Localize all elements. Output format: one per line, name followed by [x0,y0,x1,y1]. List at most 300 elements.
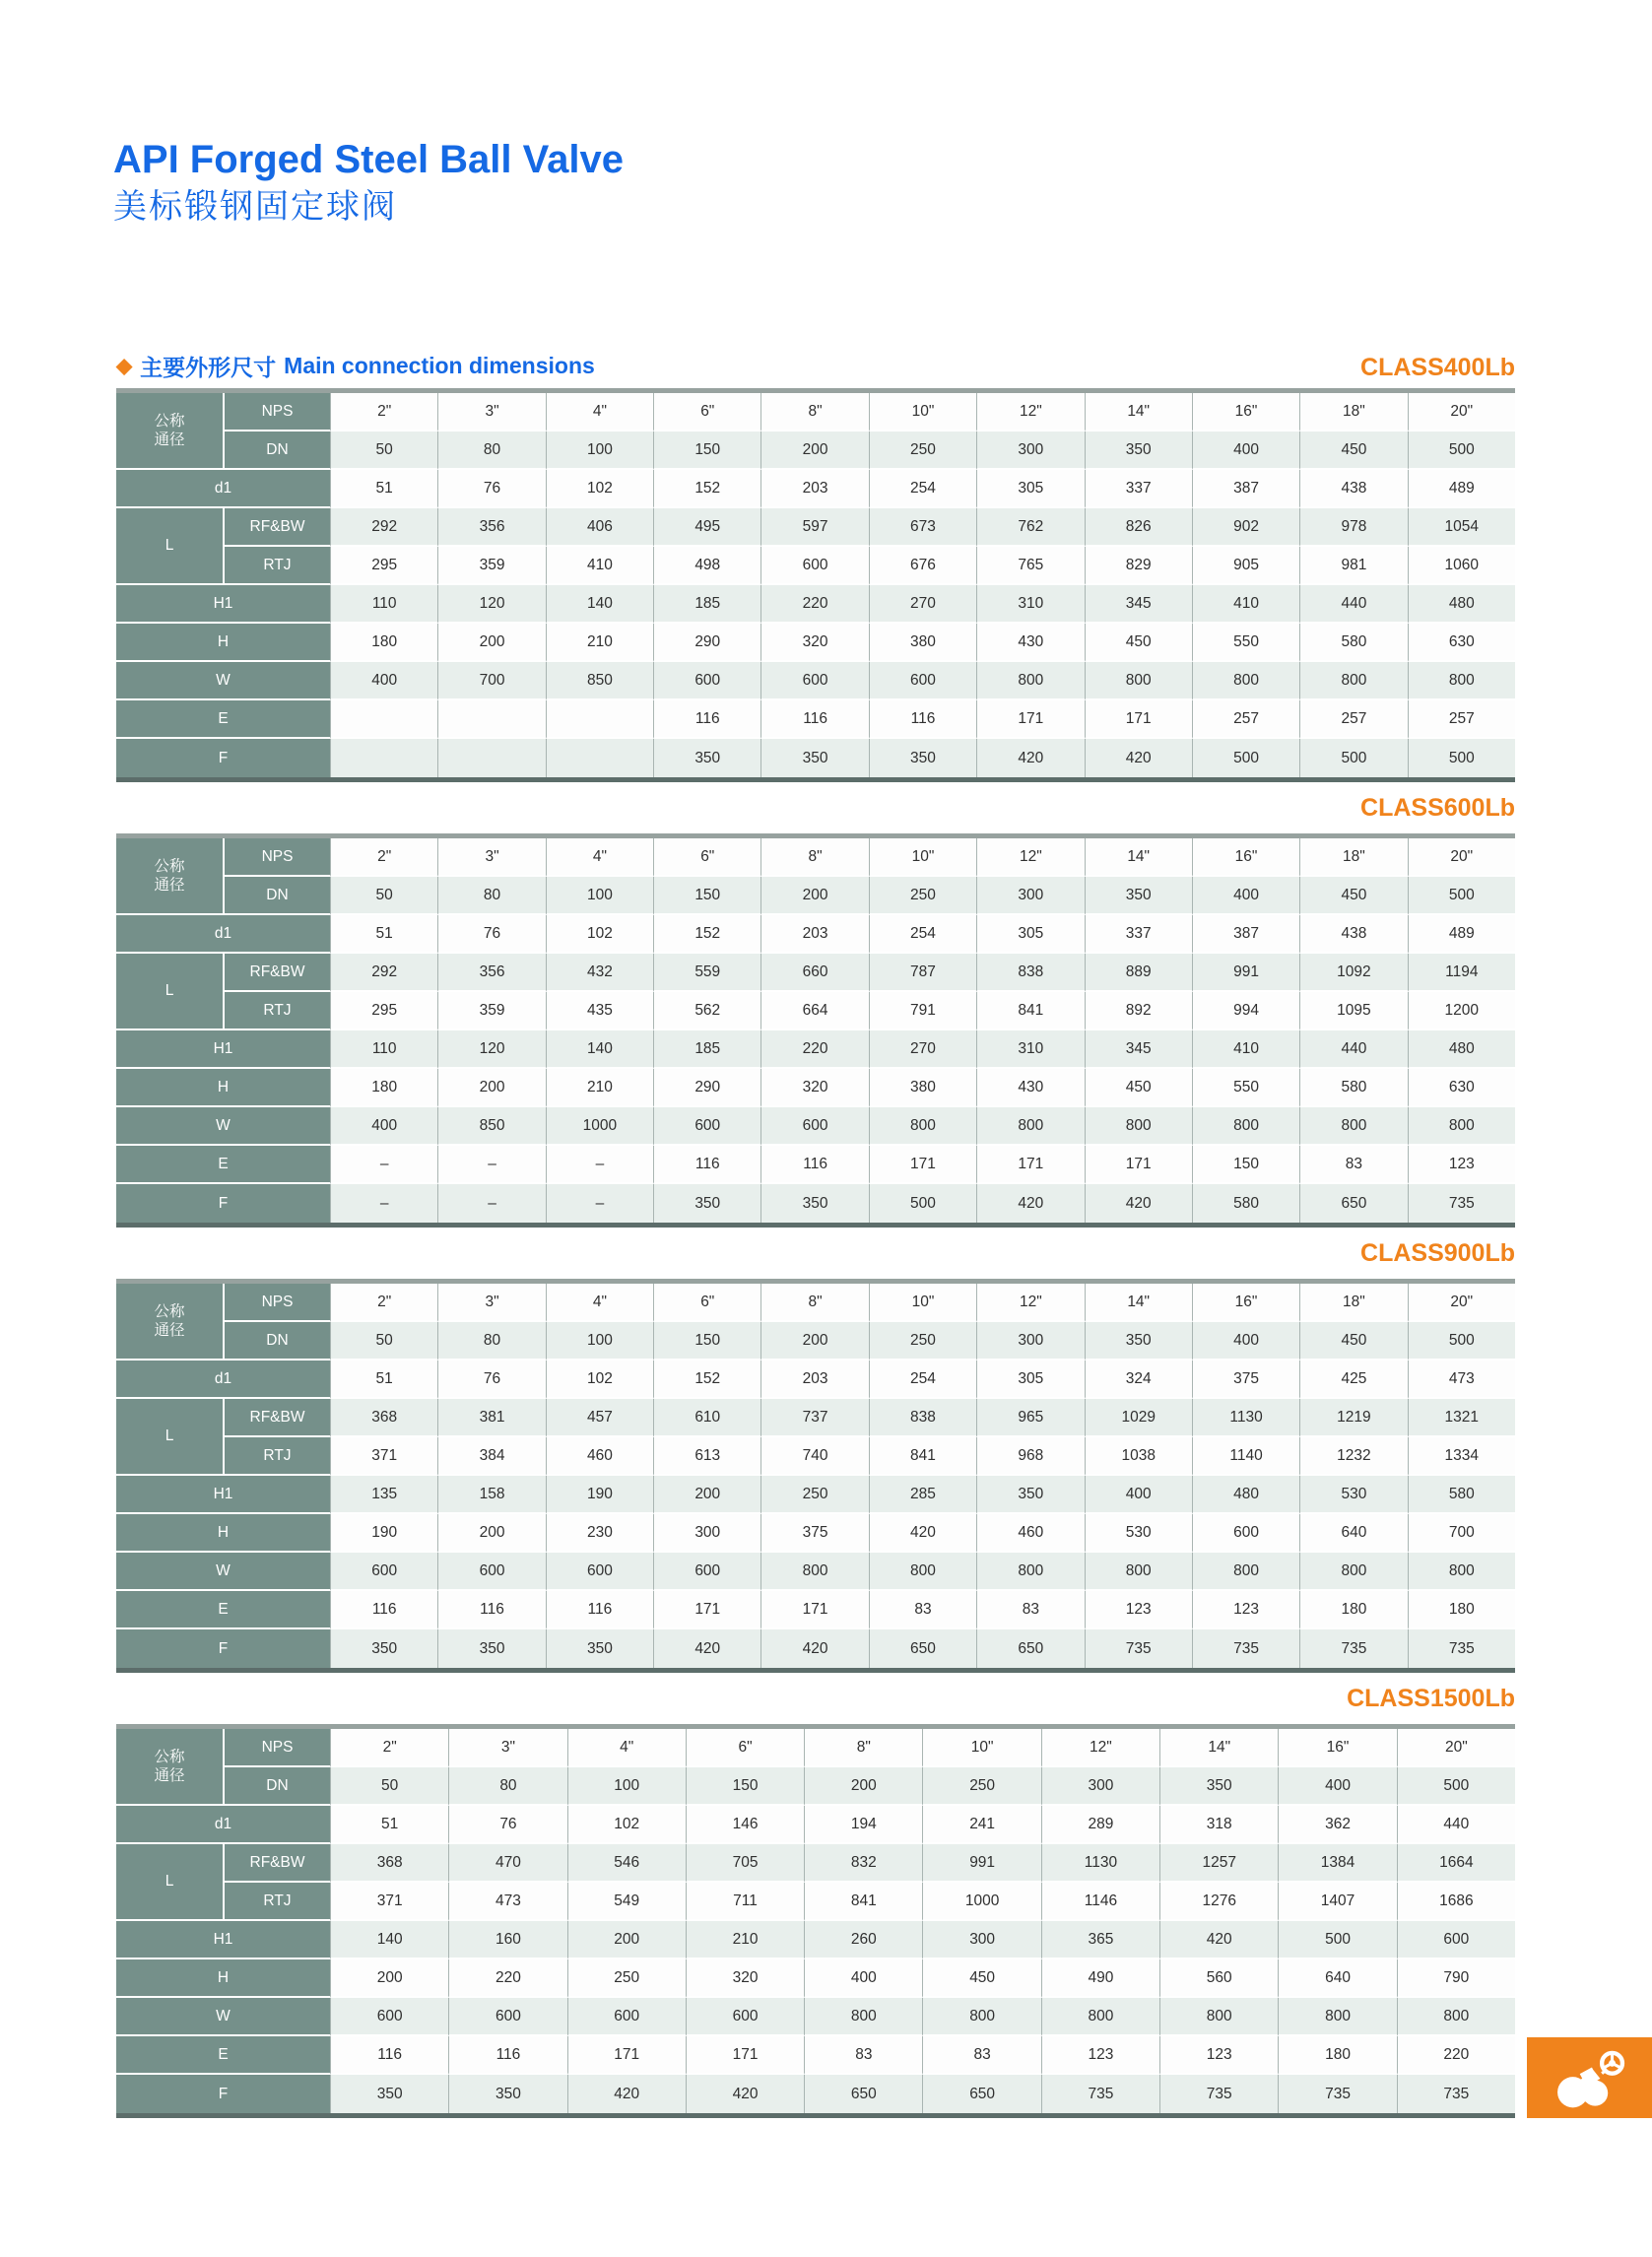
table-cell: 410 [1192,1030,1299,1069]
table-cell: 14" [1085,393,1192,431]
row-label: F [116,739,330,777]
row-label: 公称 通径 [116,1284,225,1361]
table-cell: 51 [330,1806,448,1844]
table-cell: 295 [330,992,437,1030]
table-cell: – [437,1184,545,1223]
table-cell: 220 [760,1030,868,1069]
table-cell: 350 [1085,431,1192,470]
table-cell: 140 [330,1921,448,1959]
table-cell: 76 [437,915,545,954]
table-cell: 4" [546,393,653,431]
table-cell: 1000 [546,1107,653,1146]
table-cell: 735 [1192,1629,1299,1668]
table-cell: 152 [653,1361,760,1399]
table-row [116,2036,1515,2075]
table-cell: 600 [448,1998,566,2036]
table-cell: 12" [976,838,1084,877]
table-cell: 981 [1299,547,1407,585]
table-cell: 171 [1085,700,1192,739]
table-cell: 120 [437,1030,545,1069]
table-row [116,1729,1515,1767]
table-cell: 600 [869,662,976,700]
table-row [116,2075,1515,2113]
table-cell: 490 [1041,1959,1159,1998]
table-cell: 530 [1085,1514,1192,1553]
table-cell: 318 [1159,1806,1278,1844]
table-cell: 116 [760,700,868,739]
table-cell: 356 [437,508,545,547]
table-cell: 450 [1299,431,1407,470]
row-label: E [116,2036,330,2075]
table-cell [330,700,437,739]
table-cell: 356 [437,954,545,992]
table-cell: 185 [653,1030,760,1069]
table-row [116,470,1515,508]
table-cell: 1029 [1085,1399,1192,1437]
table-cell: 116 [653,1146,760,1184]
table-cell: 400 [1192,877,1299,915]
table-row [116,662,1515,700]
table-cell: 600 [1397,1921,1515,1959]
table-cell: 829 [1085,547,1192,585]
table-row [116,1322,1515,1361]
row-label: RF&BW [225,1844,330,1883]
table-cell: – [330,1146,437,1184]
table-cell: 580 [1408,1476,1515,1514]
table-cell: 664 [760,992,868,1030]
table-cell: 250 [567,1959,686,1998]
table-cell: 285 [869,1476,976,1514]
row-label: W [116,1998,330,2036]
table-cell: 80 [437,431,545,470]
table-cell: 640 [1278,1959,1396,1998]
row-label: NPS [225,1729,330,1767]
table-cell [437,739,545,777]
table-row [116,1107,1515,1146]
table-cell: 1092 [1299,954,1407,992]
table-cell: 305 [976,915,1084,954]
table-cell: 51 [330,915,437,954]
table-cell: 50 [330,877,437,915]
table-cell: 292 [330,508,437,547]
table-cell: 630 [1408,624,1515,662]
table-cell: 152 [653,915,760,954]
table-cell: 350 [546,1629,653,1668]
class-label-1500-row [116,1685,1515,1712]
table-cell: 171 [686,2036,804,2075]
table-row [116,1591,1515,1629]
table-cell: 250 [869,1322,976,1361]
section-header [116,349,1515,382]
table-cell: 305 [976,1361,1084,1399]
table-cell: 320 [686,1959,804,1998]
table-cell: 425 [1299,1361,1407,1399]
table-cell: 350 [330,2075,448,2113]
table-cell: 1334 [1408,1437,1515,1476]
table-cell: 791 [869,992,976,1030]
table-cell: 737 [760,1399,868,1437]
row-label: RF&BW [225,1399,330,1437]
row-label: H1 [116,1476,330,1514]
row-label: 公称 通径 [116,393,225,470]
table-cell: – [330,1184,437,1223]
table-cell: 489 [1408,915,1515,954]
table-cell: 210 [546,1069,653,1107]
table-cell: 350 [653,1184,760,1223]
table-cell: 450 [1299,877,1407,915]
table-cell: – [437,1146,545,1184]
table-row [116,508,1515,547]
table-cell: 180 [330,624,437,662]
table-cell: 150 [653,877,760,915]
table-cell: 800 [1085,1553,1192,1591]
table-cell: 116 [437,1591,545,1629]
table-cell: 420 [976,1184,1084,1223]
table-cell: 220 [448,1959,566,1998]
table-cell: 10" [922,1729,1040,1767]
table-cell: 83 [976,1591,1084,1629]
table-row [116,1844,1515,1883]
table-cell: 185 [653,585,760,624]
table-cell: 500 [1299,739,1407,777]
table-cell: 80 [437,877,545,915]
table-cell: 600 [567,1998,686,2036]
table-cell: 200 [760,431,868,470]
table-cell: 18" [1299,393,1407,431]
table-cell: 420 [1085,739,1192,777]
table-cell: 194 [804,1806,922,1844]
table-cell: 140 [546,585,653,624]
table-cell: 123 [1408,1146,1515,1184]
table-cell: 800 [1299,1107,1407,1146]
table-cell: 320 [760,624,868,662]
row-label: DN [225,1767,330,1806]
table-cell: 203 [760,915,868,954]
table-cell: 152 [653,470,760,508]
row-label: L [116,954,225,1030]
table-cell: 420 [567,2075,686,2113]
table-cell: 140 [546,1030,653,1069]
table-cell: 420 [760,1629,868,1668]
table-cell: 1384 [1278,1844,1396,1883]
row-label: H [116,1514,330,1553]
table-cell: 800 [1041,1998,1159,2036]
dimensions-table [116,388,1515,782]
table-cell: 3" [437,393,545,431]
table-cell: 380 [869,1069,976,1107]
table-cell: 432 [546,954,653,992]
table-cell: 362 [1278,1806,1396,1844]
table-cell: 10" [869,393,976,431]
table-cell: 116 [448,2036,566,2075]
table-row [116,1959,1515,1998]
table-cell: 20" [1397,1729,1515,1767]
table-cell: 102 [546,470,653,508]
table-cell: 800 [976,1107,1084,1146]
table-cell: 6" [686,1729,804,1767]
table-cell: 420 [976,739,1084,777]
table-cell: 613 [653,1437,760,1476]
row-label: d1 [116,1361,330,1399]
row-label: H1 [116,585,330,624]
table-cell: 116 [330,2036,448,2075]
valve-logo-box [1527,2037,1652,2118]
table-cell: 257 [1192,700,1299,739]
table-cell: 410 [1192,585,1299,624]
row-label: RTJ [225,1437,330,1476]
table-cell: 450 [1085,1069,1192,1107]
table-cell: 76 [437,1361,545,1399]
table-row [116,1921,1515,1959]
table-cell: 292 [330,954,437,992]
table-cell: 371 [330,1883,448,1921]
class-label-1500: CLASS1500Lb [1347,1685,1515,1712]
table-cell: 300 [653,1514,760,1553]
row-label: W [116,662,330,700]
table-cell: 800 [1192,662,1299,700]
table-cell: 345 [1085,1030,1192,1069]
table-cell: 473 [448,1883,566,1921]
table-cell: 500 [1408,877,1515,915]
class-label-900-row [116,1239,1515,1267]
table-cell: 171 [976,1146,1084,1184]
table-cell: 838 [976,954,1084,992]
table-cell: 337 [1085,915,1192,954]
table-cell: 290 [653,1069,760,1107]
table-cell: 1664 [1397,1844,1515,1883]
table-cell: 1146 [1041,1883,1159,1921]
table-cell: 700 [1408,1514,1515,1553]
table-cell: 50 [330,1767,448,1806]
table-cell: 123 [1085,1591,1192,1629]
table-cell: 400 [1278,1767,1396,1806]
table-cell: 171 [869,1146,976,1184]
table-cell: 800 [1085,662,1192,700]
table-row [116,1399,1515,1437]
table-cell: 368 [330,1399,437,1437]
table-cell: 600 [686,1998,804,2036]
dimension-table-host-class900 [116,1279,1515,1673]
table-cell: 102 [546,915,653,954]
table-cell [546,700,653,739]
dimension-table-host-class1500 [116,1724,1515,2118]
table-cell: 123 [1041,2036,1159,2075]
table-cell: 200 [804,1767,922,1806]
table-row [116,1069,1515,1107]
table-cell: 500 [1408,1322,1515,1361]
ball-valve-icon [1539,2044,1641,2111]
table-cell: 400 [804,1959,922,1998]
table-cell: 110 [330,1030,437,1069]
table-cell: 600 [760,1107,868,1146]
table-cell: 500 [1192,739,1299,777]
table-cell: 158 [437,1476,545,1514]
table-cell: 20" [1408,1284,1515,1322]
table-cell: 650 [804,2075,922,2113]
table-cell: 435 [546,992,653,1030]
table-cell: 171 [760,1591,868,1629]
table-cell: 210 [546,624,653,662]
table-cell: 460 [546,1437,653,1476]
table-cell: 305 [976,470,1084,508]
row-label: RTJ [225,1883,330,1921]
table-cell: 220 [760,585,868,624]
table-cell: 260 [804,1921,922,1959]
table-cell: 740 [760,1437,868,1476]
table-cell: 190 [330,1514,437,1553]
content [116,349,1515,2118]
table-cell: 406 [546,508,653,547]
table-row [116,624,1515,662]
table-cell: 100 [546,1322,653,1361]
table-cell: 368 [330,1844,448,1883]
table-cell: 1232 [1299,1437,1407,1476]
table-row [116,1361,1515,1399]
table-cell: 14" [1085,1284,1192,1322]
table-cell: 3" [448,1729,566,1767]
table-cell: 120 [437,585,545,624]
row-label: E [116,700,330,739]
table-cell: 1276 [1159,1883,1278,1921]
table-cell: 470 [448,1844,566,1883]
table-cell: 1095 [1299,992,1407,1030]
table-cell: 500 [1278,1921,1396,1959]
table-cell: 580 [1299,624,1407,662]
table-cell: 1130 [1041,1844,1159,1883]
table-cell: 580 [1192,1184,1299,1223]
table-cell: 200 [437,1069,545,1107]
table-cell: 800 [976,662,1084,700]
table-cell: 350 [653,739,760,777]
table-cell: 650 [976,1629,1084,1668]
table-cell: 102 [567,1806,686,1844]
table-cell: 4" [546,1284,653,1322]
table-row [116,547,1515,585]
table-cell: 500 [1397,1767,1515,1806]
table-row [116,1767,1515,1806]
dimensions-table [116,833,1515,1228]
table-row [116,1514,1515,1553]
row-label: d1 [116,470,330,508]
table-cell: 800 [1192,1107,1299,1146]
class-label-400: CLASS400Lb [1360,354,1515,381]
row-label: 公称 通径 [116,1729,225,1806]
table-cell: 600 [546,1553,653,1591]
table-cell [330,739,437,777]
table-cell: 51 [330,470,437,508]
table-cell: 20" [1408,393,1515,431]
table-row [116,393,1515,431]
table-cell: 350 [1159,1767,1278,1806]
section-title-zh: 主要外形尺寸 [140,355,277,380]
table-cell: 450 [922,1959,1040,1998]
table-cell: 600 [653,1107,760,1146]
table-cell: 100 [546,877,653,915]
table-cell: 420 [1159,1921,1278,1959]
table-cell: 994 [1192,992,1299,1030]
table-cell: 841 [804,1883,922,1921]
table-cell: 735 [1085,1629,1192,1668]
table-cell: 6" [653,393,760,431]
table-cell: 787 [869,954,976,992]
table-cell: 76 [437,470,545,508]
table-cell: 180 [330,1069,437,1107]
table-cell: 210 [686,1921,804,1959]
table-cell: 375 [1192,1361,1299,1399]
table-cell: 440 [1299,1030,1407,1069]
table-cell: 83 [804,2036,922,2075]
row-label: d1 [116,1806,330,1844]
table-cell: 762 [976,508,1084,547]
table-row [116,700,1515,739]
table-cell: 160 [448,1921,566,1959]
table-cell: 250 [869,431,976,470]
table-cell: 841 [869,1437,976,1476]
table-cell: 100 [546,431,653,470]
table-cell: 220 [1397,2036,1515,2075]
table-cell: 530 [1299,1476,1407,1514]
table-cell: 400 [330,662,437,700]
section-title [116,350,595,382]
row-label: H [116,1069,330,1107]
table-row [116,1629,1515,1668]
table-cell: 630 [1408,1069,1515,1107]
table-row [116,838,1515,877]
table-cell: 14" [1085,838,1192,877]
table-cell: 600 [437,1553,545,1591]
table-cell: 300 [976,431,1084,470]
table-cell: 892 [1085,992,1192,1030]
table-cell: 10" [869,1284,976,1322]
table-cell: 171 [653,1591,760,1629]
table-cell: 800 [1408,1553,1515,1591]
table-cell: 549 [567,1883,686,1921]
table-cell: 380 [869,624,976,662]
table-cell: 345 [1085,585,1192,624]
table-cell: 350 [1085,877,1192,915]
table-cell: 180 [1299,1591,1407,1629]
table-cell: 350 [869,739,976,777]
table-cell: – [546,1184,653,1223]
table-cell: 735 [1159,2075,1278,2113]
table-cell: 16" [1192,393,1299,431]
table-cell: 400 [1192,1322,1299,1361]
table-row [116,1284,1515,1322]
table-cell: 1257 [1159,1844,1278,1883]
table-cell: 102 [546,1361,653,1399]
row-label: E [116,1146,330,1184]
table-cell: 12" [1041,1729,1159,1767]
table-cell: 430 [976,1069,1084,1107]
table-cell: 826 [1085,508,1192,547]
table-cell: 365 [1041,1921,1159,1959]
table-cell: 350 [437,1629,545,1668]
table-cell: 498 [653,547,760,585]
table-cell: 650 [922,2075,1040,2113]
table-cell: 18" [1299,838,1407,877]
table-cell: 800 [1278,1998,1396,2036]
table-cell: 841 [976,992,1084,1030]
table-cell: 150 [1192,1146,1299,1184]
table-cell: 430 [976,624,1084,662]
table-cell: 562 [653,992,760,1030]
table-row [116,585,1515,624]
table-cell: 410 [546,547,653,585]
table-cell: 50 [330,1322,437,1361]
table-cell: 965 [976,1399,1084,1437]
row-label: L [116,1399,225,1476]
dimension-table-host-class600 [116,833,1515,1228]
